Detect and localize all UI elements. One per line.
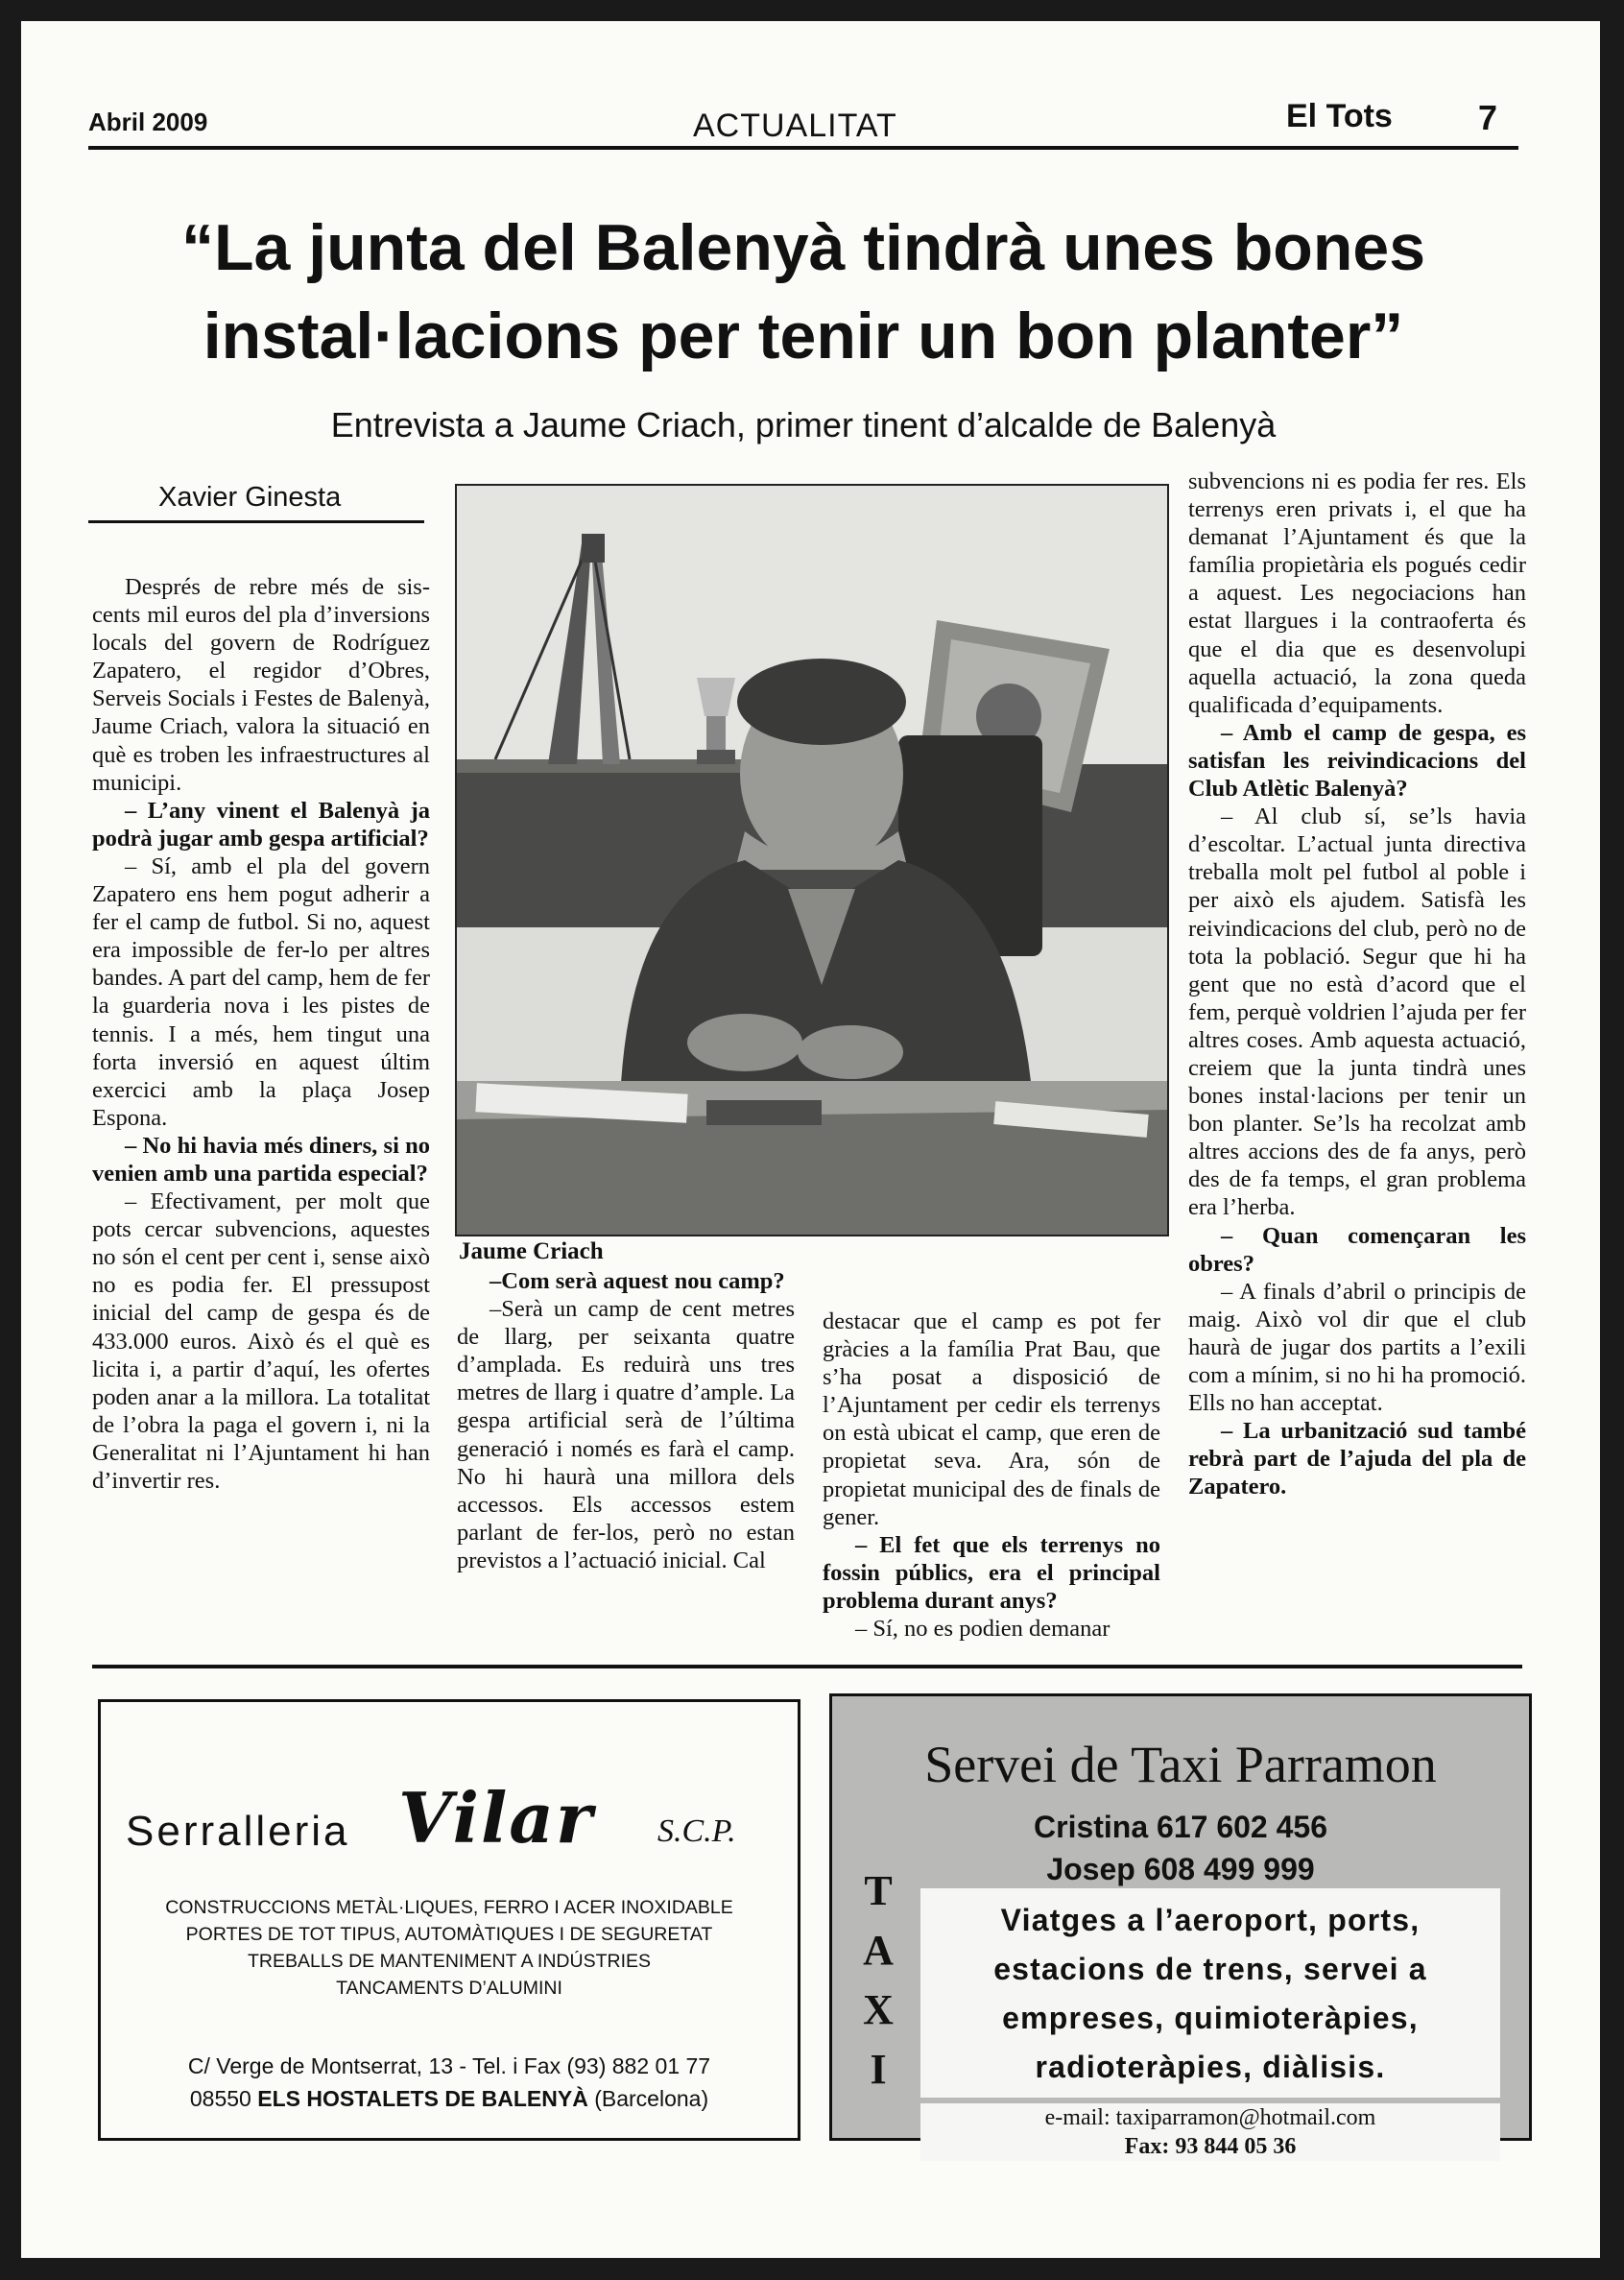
ad-brand-logo: Vilar [398,1777,594,1859]
taxi-services [920,1896,1500,2092]
taxi-phone-josep: Josep 608 499 999 [1046,1852,1315,1886]
ad-service-line: PORTES DE TOT TIPUS, AUTOMÀTIQUES I DE SEGURETAT [185,1924,713,1945]
article-column-3 [823,1308,1160,1643]
ad-company-suffix: S.C.P. [657,1813,736,1849]
header-rule [88,146,1518,150]
interview-question: – L’any vinent el Balenyà ja podrà jugar amb gespa artificial? [92,797,430,852]
photo-illustration [457,486,1167,1235]
ad-address: C/ Verge de Montserrat, 13 - Tel. i Fax (93) 882 01 77 [187,2053,711,2078]
article-column-1 [92,573,430,1495]
taxi-services-box [920,1888,1500,2098]
taxi-letter: T [864,1867,893,1914]
serralleria-vilar-ad [98,1699,800,2141]
taxi-phone-cristina: Cristina 617 602 456 [1034,1810,1327,1844]
newspaper-page [21,21,1600,2258]
publication-name: El Tots [1286,98,1393,134]
article-paragraph: Després de rebre més de sis-cents mil euros del pla d’inversions locals del govern de Rodríguez Zapatero, el regidor d’Obres, Serveis Socials i Festes de Balenyà, Jaume Criach, valora la situació en què es troben les infraestructures al municipi. [92,574,430,796]
author-byline: Xavier Ginesta [158,482,342,513]
interview-question: – El fet que els terrenys no fossin públics, era el principal problema durant anys? [823,1531,1160,1614]
interview-question: –Com serà aquest nou camp? [490,1268,785,1294]
section-name: ACTUALITAT [693,108,897,144]
ad-business-type: Serralleria [126,1808,350,1855]
page-number: 7 [1478,98,1498,137]
photo-caption: Jaume Criach [459,1238,604,1264]
article-column-2 [457,1267,795,1574]
article-paragraph: – A finals d’abril o principis de maig. Això vol dir que el club haurà de jugar dos partits a l’exili com a mínim, si no hi ha promoció. Ells no han acceptat. [1188,1278,1526,1417]
article-subtitle: Entrevista a Jaume Criach, primer tinent d’alcalde de Balenyà [330,405,1277,444]
article-column-4 [1188,468,1526,1500]
taxi-contact [920,2103,1500,2161]
article-paragraph: subvencions ni es podia fer res. Els terrenys eren privats i, el que ha demanat l’Ajuntament és que la família propietària els pogués cedir a aquest. Les negociacions han estat llargues i la contraoferta és que el dia que es desenvolupi aquella actuació, la zona queda qualificada d’equipaments. [1188,468,1526,718]
ad-town: ELS HOSTALETS DE BALENYÀ [257,2086,588,2111]
article-paragraph: –Serà un camp de cent metres de llarg, per seixanta quatre d’amplada. Es reduirà uns tres metres de llarg i quatre d’ample. La gespa artificial serà de l’última generació i només es farà el camp. No hi haurà una millora dels accessos. Els accessos estem parlant de fer-los, però no estan previstos a l’actuació inicial. Cal [457,1296,795,1573]
taxi-title: Servei de Taxi Parramon [924,1736,1437,1793]
taxi-parramon-ad [829,1693,1532,2159]
taxi-service-line: estacions de trens, servei a [993,1952,1427,1986]
ad-service-line: TANCAMENTS D’ALUMINI [336,1978,562,1999]
taxi-fax: Fax: 93 844 05 36 [1124,2134,1297,2159]
taxi-letter: X [863,1986,894,2033]
taxi-service-line: Viatges a l’aeroport, ports, [1000,1903,1421,1937]
title-line-2: instal·lacions per tenir un bon planter” [203,300,1404,372]
interview-photo [455,484,1169,1236]
interview-question: – La urbanització sud també rebrà part de l’ajuda del pla de Zapatero. [1188,1418,1526,1500]
taxi-vertical-word [859,1861,897,2100]
taxi-email: e-mail: taxiparramon@hotmail.com [1044,2105,1376,2130]
ad-town-line [101,2082,798,2115]
taxi-service-line: empreses, quimioteràpies, [1002,2001,1419,2035]
title-line-1: “La junta del Balenyà tindrà unes bones [180,211,1426,284]
ad-services [101,1894,798,2002]
taxi-letter: I [870,2046,887,2093]
interview-question: – No hi havia més diners, si no venien amb una partida especial? [92,1132,430,1187]
ad-address-block [101,2050,798,2115]
ads-rule [92,1665,1522,1668]
interview-question: – Quan començaran les obres? [1188,1222,1526,1277]
taxi-service-line: radioteràpies, diàlisis. [1035,2050,1386,2084]
ad-service-line: CONSTRUCCIONS METÀL·LIQUES, FERRO I ACER INOXIDABLE [165,1897,733,1918]
article-paragraph: – Efectivament, per molt que pots cercar subvencions, aquestes no són el cent per cent i, sense això no es podia fer. El pressupost inicial del camp de gespa és de 433.000 euros. Això és el què es licita i, a partir d’aquí, les ofertes poden anar a la millora. La totalitat de l’obra la paga el govern i, ni la Generalitat ni l’Ajuntament hi han d’invertir res. [92,1188,430,1494]
byline-rule [88,520,424,523]
article-paragraph: destacar que el camp es pot fer gràcies a la família Prat Bau, que s’ha posat a disposició de l’Ajuntament per cedir els terrenys on està ubicat el camp, que eren de propietat seva. Ara, són de propietat municipal des de finals de gener. [823,1308,1160,1530]
article-title [88,204,1518,380]
ad-service-line: TREBALLS DE MANTENIMENT A INDÚSTRIES [247,1951,652,1972]
issue-date: Abril 2009 [88,108,208,136]
article-paragraph: – Sí, amb el pla del govern Zapatero ens hem pogut adherir a fer el camp de futbol. Si no, aquest era impossible de fer-lo per altres bandes. A part del camp, hem de fer la guarderia nova i les pistes de tennis. I a més, hem tingut una forta inversió en aquest últim exercici amb la plaça Josep Espona. [92,852,430,1131]
article-paragraph: – Sí, no es podien demanar [855,1616,1111,1643]
interview-question: – Amb el camp de gespa, es satisfan les reivindicacions del Club Atlètic Balenyà? [1188,719,1526,803]
ad-postcode: 08550 [189,2086,251,2111]
ad-region: (Barcelona) [594,2086,709,2111]
taxi-letter: A [863,1927,894,1974]
article-paragraph: – Al club sí, se’ls havia d’escoltar. L’actual junta directiva treballa molt pel futbol al poble i per això els ajudem. Satisfà les reivindicacions del club, però no de tota la població. Segur que hi ha gent que no està d’acord que el fem, perquè voldrien l’ajuda per fer altres coses. Amb aquesta actuació, creiem que la junta tindrà unes bones instal·lacions per tenir un bon planter. Se’ls ha recolzat amb altres accions des de fa anys, però des de fa temps, el gran problema era l’herba. [1188,804,1526,1221]
